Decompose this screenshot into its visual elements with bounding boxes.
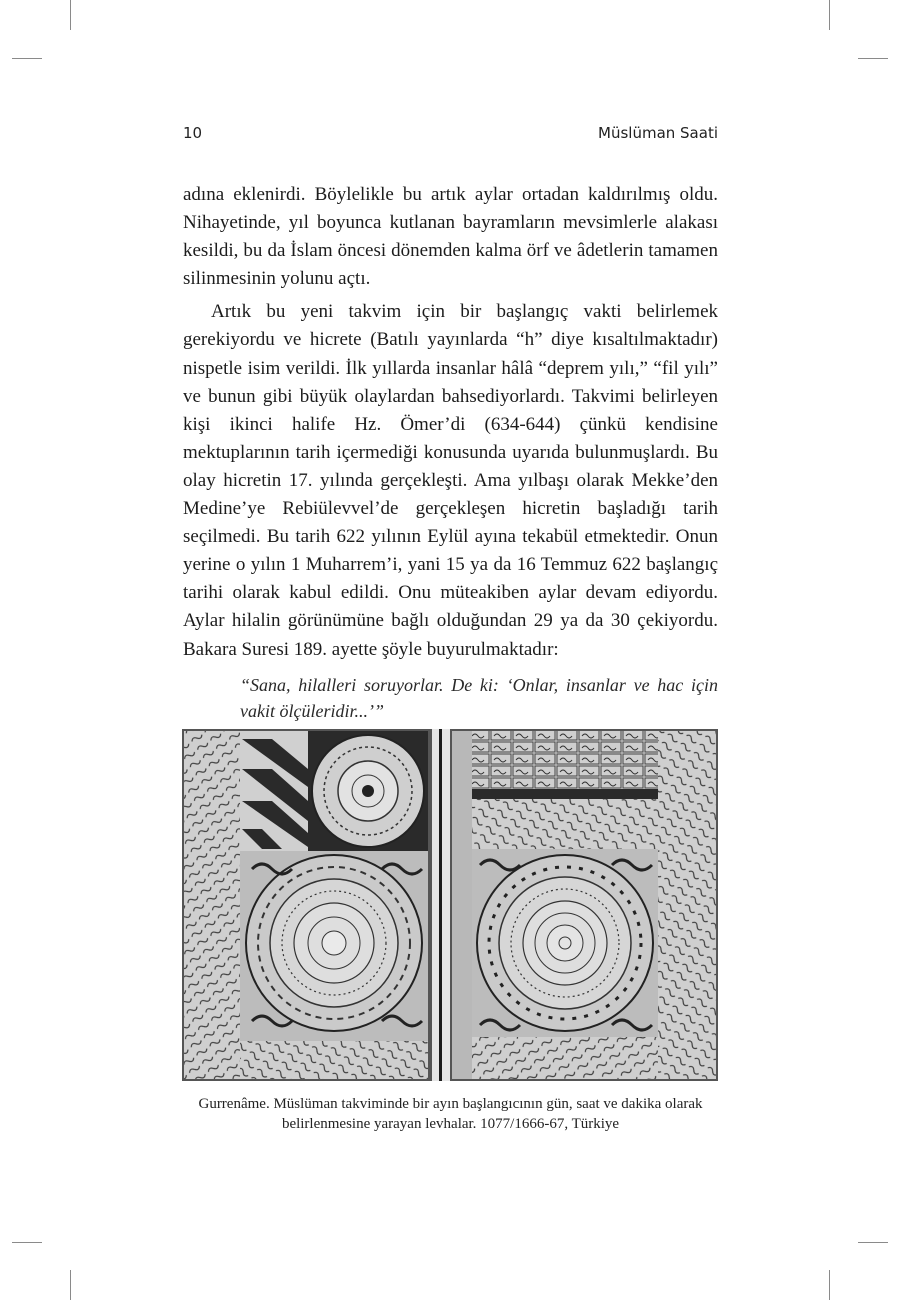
crop-mark [858, 1242, 888, 1243]
caption-line: belirlenmesine yarayan levhalar. 1077/1666-67, Türkiye [281, 1116, 620, 1132]
crop-mark [829, 1270, 830, 1300]
crop-mark [70, 0, 71, 30]
crop-mark [829, 0, 830, 30]
crop-mark [12, 1242, 42, 1243]
manuscript-plates-image [182, 729, 718, 1081]
manuscript-figure [182, 729, 718, 1081]
crop-mark [858, 58, 888, 59]
paragraph: Artık bu yeni takvim için bir başlangıç vakti belirlemek gerekiyordu ve hicrete (Batılı yayınlarda “h” diye kısaltılmaktadır) nispetle isim verildi. İlk yıllarda insanlar hâlâ “deprem yılı,” “fil yılı” ve bunun gibi büyük olaylardan bahsediyorlardı. Takvimi belirleyen kişi ikinci halife Hz. Ömer’di (634-644) çünkü kendisine mektuplarının tarih içermediği konusunda uyarıda bulunmuşlardı. Bu olay hicretin 17. yılında gerçekleşti. Ama yılbaşı olarak Mekke’den Medine’ye Rebiülevvel’de gerçekleşen hicretin başladığı tarih seçilmedi. Bu tarih 622 yılının Eylül ayına tekabül etmektedir. Onun yerine o yılın 1 Muharrem’i, yani 15 ya da 16 Temmuz 622 başlangıç tarihi olarak kabul edildi. Onu müteakiben aylar devam ediyordu. Aylar hilalin görünümüne bağlı olduğundan 29 ya da 30 çekiyordu. Bakara Suresi 189. ayette şöyle buyurulmaktadır: [183, 301, 718, 660]
body-text [183, 181, 718, 669]
crop-mark [70, 1270, 71, 1300]
block-quote: “Sana, hilalleri soruyorlar. De ki: ‘Onlar, insanlar ve hac için vakit ölçüleridir...’” [240, 675, 718, 721]
paragraph: adına eklenirdi. Böylelikle bu artık aylar ortadan kaldırılmış oldu. Nihayetinde, yıl boyunca kutlanan bayramların mevsimlerle alakası kesildi, bu da İslam öncesi dönemden kalma örf ve âdetlerin tamamen silinmesinin yolunu açtı. [183, 184, 718, 290]
running-title: Müslüman Saati [598, 124, 718, 142]
crop-mark [12, 58, 42, 59]
caption-line: Gurrenâme. Müslüman takviminde bir ayın başlangıcının gün, saat ve dakika olarak [198, 1096, 703, 1112]
figure-caption [183, 1094, 718, 1134]
page-number: 10 [183, 124, 203, 142]
